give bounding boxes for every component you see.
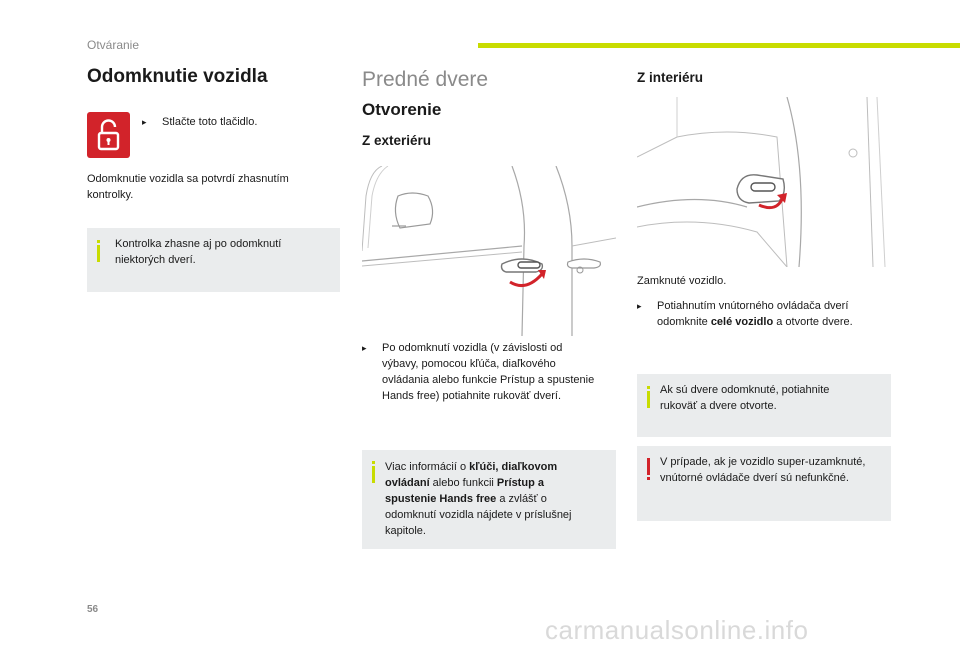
locked-vehicle-text: Zamknuté vozidlo. <box>637 275 727 287</box>
exterior-step <box>362 340 616 404</box>
middle-info-note: Viac informácií o kľúči, diaľkovom ovládaní alebo funkcii Prístup a spustenie Hands free a zvlášť o odomknutí vozidla nájdete v príslušnej kapitole. <box>362 450 616 549</box>
unlock-title: Odomknutie vozidla <box>87 66 268 87</box>
watermark: carmanualsonline.info <box>545 615 809 645</box>
front-doors-title: Predné dvere <box>362 68 489 91</box>
step-line: ovládania alebo funkcie Prístup a spustenie <box>382 374 595 386</box>
bullet-arrow-icon: ▸ <box>362 343 367 353</box>
section-label: Otváranie <box>87 38 140 52</box>
exterior-heading: Z exteriéru <box>362 133 432 148</box>
bullet-arrow-icon: ▸ <box>637 301 642 311</box>
step-line: výbavy, pomocou kľúča, diaľkového <box>382 358 556 370</box>
exterior-door-illustration <box>362 166 616 336</box>
interior-step: ▸ Potiahnutím vnútorného ovládača dverí odomknite celé vozidlo a otvorte dvere. <box>637 300 853 328</box>
page-number: 56 <box>87 604 99 615</box>
step-line: Hands free) potiahnite rukoväť dverí. <box>382 390 561 402</box>
bullet-arrow-icon: ▸ <box>142 117 147 127</box>
note-line: niektorých dverí. <box>115 254 196 266</box>
opening-subtitle: Otvorenie <box>362 100 442 119</box>
interior-door-illustration <box>637 97 891 267</box>
info-icon <box>97 240 100 262</box>
unlock-button-icon <box>87 112 130 158</box>
left-info-note <box>87 228 340 292</box>
note-line: Kontrolka zhasne aj po odomknutí <box>115 238 282 250</box>
info-icon <box>372 461 375 483</box>
right-warning-note: V prípade, ak je vozidlo super-uzamknuté, vnútorné ovládače dverí sú nefunkčné. <box>637 446 891 521</box>
header-accent-bar <box>478 43 960 48</box>
left-step-text: Stlačte toto tlačidlo. <box>162 116 258 128</box>
unlock-confirm-text: Odomknutie vozidla sa potvrdí zhasnutím kontrolky. <box>87 173 289 201</box>
interior-heading: Z interiéru <box>637 70 704 85</box>
step-line: Po odomknutí vozidla (v závislosti od <box>382 342 563 354</box>
warning-icon <box>647 458 650 480</box>
left-step <box>142 114 257 130</box>
right-info-note: Ak sú dvere odomknuté, potiahnite rukoväť a dvere otvorte. <box>637 374 891 437</box>
info-icon <box>647 386 650 408</box>
